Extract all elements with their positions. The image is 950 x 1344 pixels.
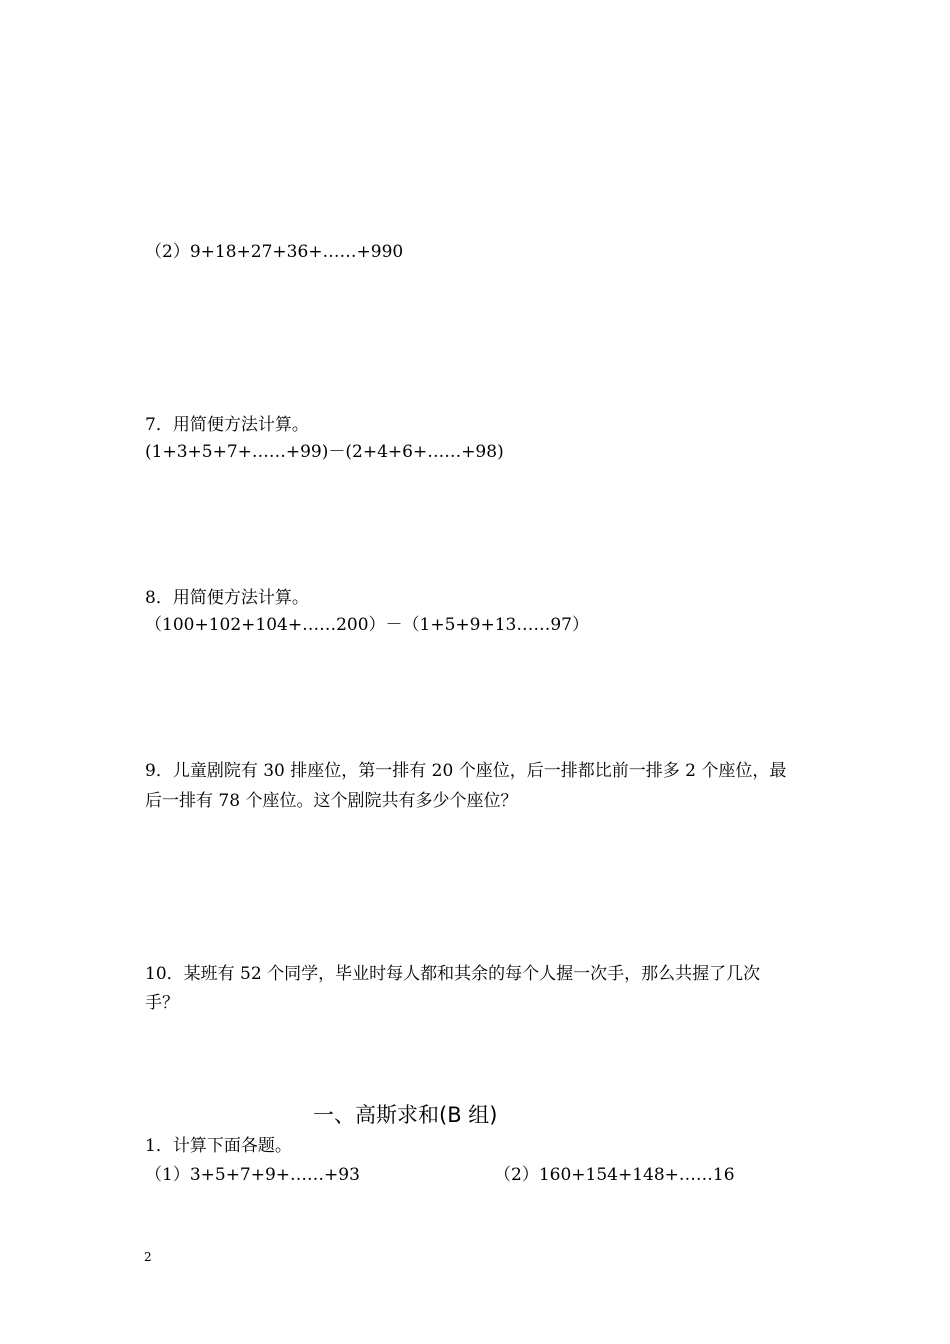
problem-10-line-1: 10．某班有 52 个同学，毕业时每人都和其余的每个人握一次手，那么共握了几次 xyxy=(145,964,761,984)
problem-6-part-2: （2）9+18+27+36+……+990 xyxy=(145,242,404,262)
section-b-question-1-part-1: （1）3+5+7+9+……+93 xyxy=(145,1165,360,1185)
section-b-question-1-part-2: （2）160+154+148+……16 xyxy=(494,1165,735,1185)
problem-9-line-2: 后一排有 78 个座位。这个剧院共有多少个座位？ xyxy=(145,791,518,811)
section-b-question-1-title: 1．计算下面各题。 xyxy=(145,1136,292,1156)
problem-7-title: 7．用简便方法计算。 xyxy=(145,415,309,435)
problem-8-expression: （100+102+104+……200）－（1+5+9+13……97） xyxy=(145,615,589,635)
problem-10-line-2: 手？ xyxy=(145,993,179,1013)
problem-8-title: 8．用简便方法计算。 xyxy=(145,588,309,608)
page-number: 2 xyxy=(144,1250,152,1264)
section-heading: 一、高斯求和(B 组) xyxy=(313,1103,498,1127)
problem-9-line-1: 9．儿童剧院有 30 排座位，第一排有 20 个座位，后一排都比前一排多 2 个座位，最 xyxy=(145,761,787,781)
problem-7-expression: (1+3+5+7+……+99)－(2+4+6+……+98) xyxy=(145,442,504,462)
